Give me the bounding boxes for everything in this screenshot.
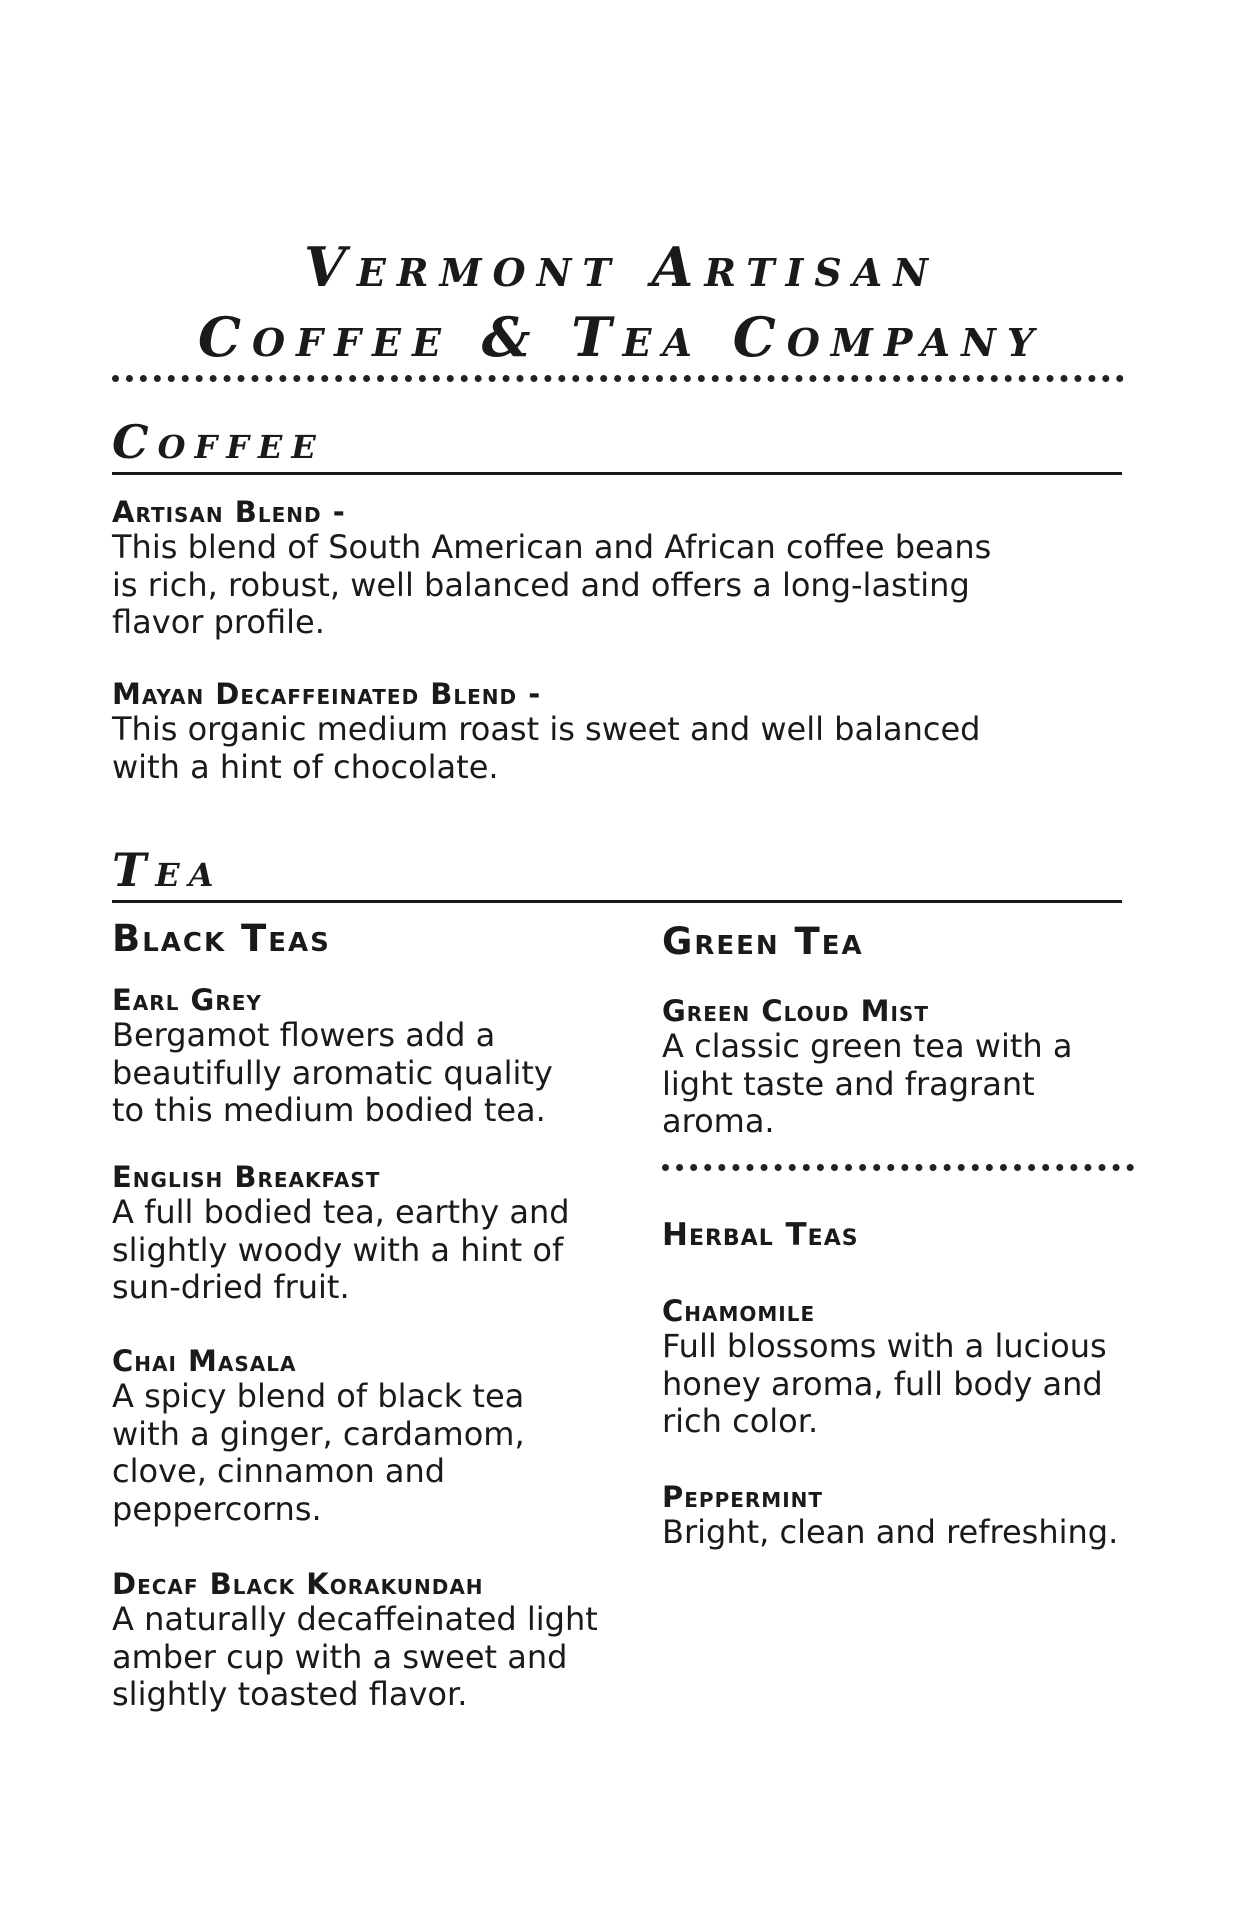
tea-item-name: Earl Grey [112,983,262,1017]
menu-title [0,232,1243,372]
section-heading-coffee: Coffee [112,416,1122,475]
tea-item-description: A naturally decaffeinated light amber cup with a sweet and slightly toasted flavor. [112,1600,598,1713]
green-tea-heading: Green Tea [662,920,864,963]
tea-item-description: Bergamot flowers add a beautifully aromatic quality to this medium bodied tea. [112,1016,553,1129]
tea-item-name: Chamomile [662,1294,816,1328]
coffee-item-name: Mayan Decaffeinated Blend - [112,677,542,711]
title-dotted-divider [112,375,1124,382]
tea-item-description: Full blossoms with a lucious honey aroma, full body and rich color. [662,1327,1107,1440]
tea-item-name: Chai Masala [112,1344,297,1378]
menu-title-line-1: Vermont Artisan [304,235,939,299]
tea-item-name: Decaf Black Korakundah [112,1567,484,1601]
tea-item-description: Bright, clean and refreshing. [662,1513,1119,1551]
coffee-item-description: This organic medium roast is sweet and well balanced with a hint of chocolate. [112,710,981,786]
section-heading-tea: Tea [112,844,1122,903]
tea-item-description: A spicy blend of black tea with a ginger, cardamom, clove, cinnamon and peppercorns. [112,1377,525,1528]
tea-item-description: A full bodied tea, earthy and slightly woody with a hint of sun-dried fruit. [112,1193,570,1306]
tea-item-name: Peppermint [662,1480,824,1514]
menu-title-line-2: Coffee & Tea Company [197,305,1046,369]
tea-item-name: Green Cloud Mist [662,994,929,1028]
coffee-item-description: This blend of South American and African coffee beans is rich, robust, well balanced and offers a long-lasting flavor profile. [112,528,992,641]
green-herbal-dotted-divider [662,1164,1134,1171]
black-teas-heading: Black Teas [112,917,331,960]
tea-item-description: A classic green tea with a light taste and fragrant aroma. [662,1027,1073,1140]
herbal-teas-heading: Herbal Teas [662,1217,859,1253]
coffee-item-name: Artisan Blend - [112,495,346,529]
tea-item-name: English Breakfast [112,1160,381,1194]
